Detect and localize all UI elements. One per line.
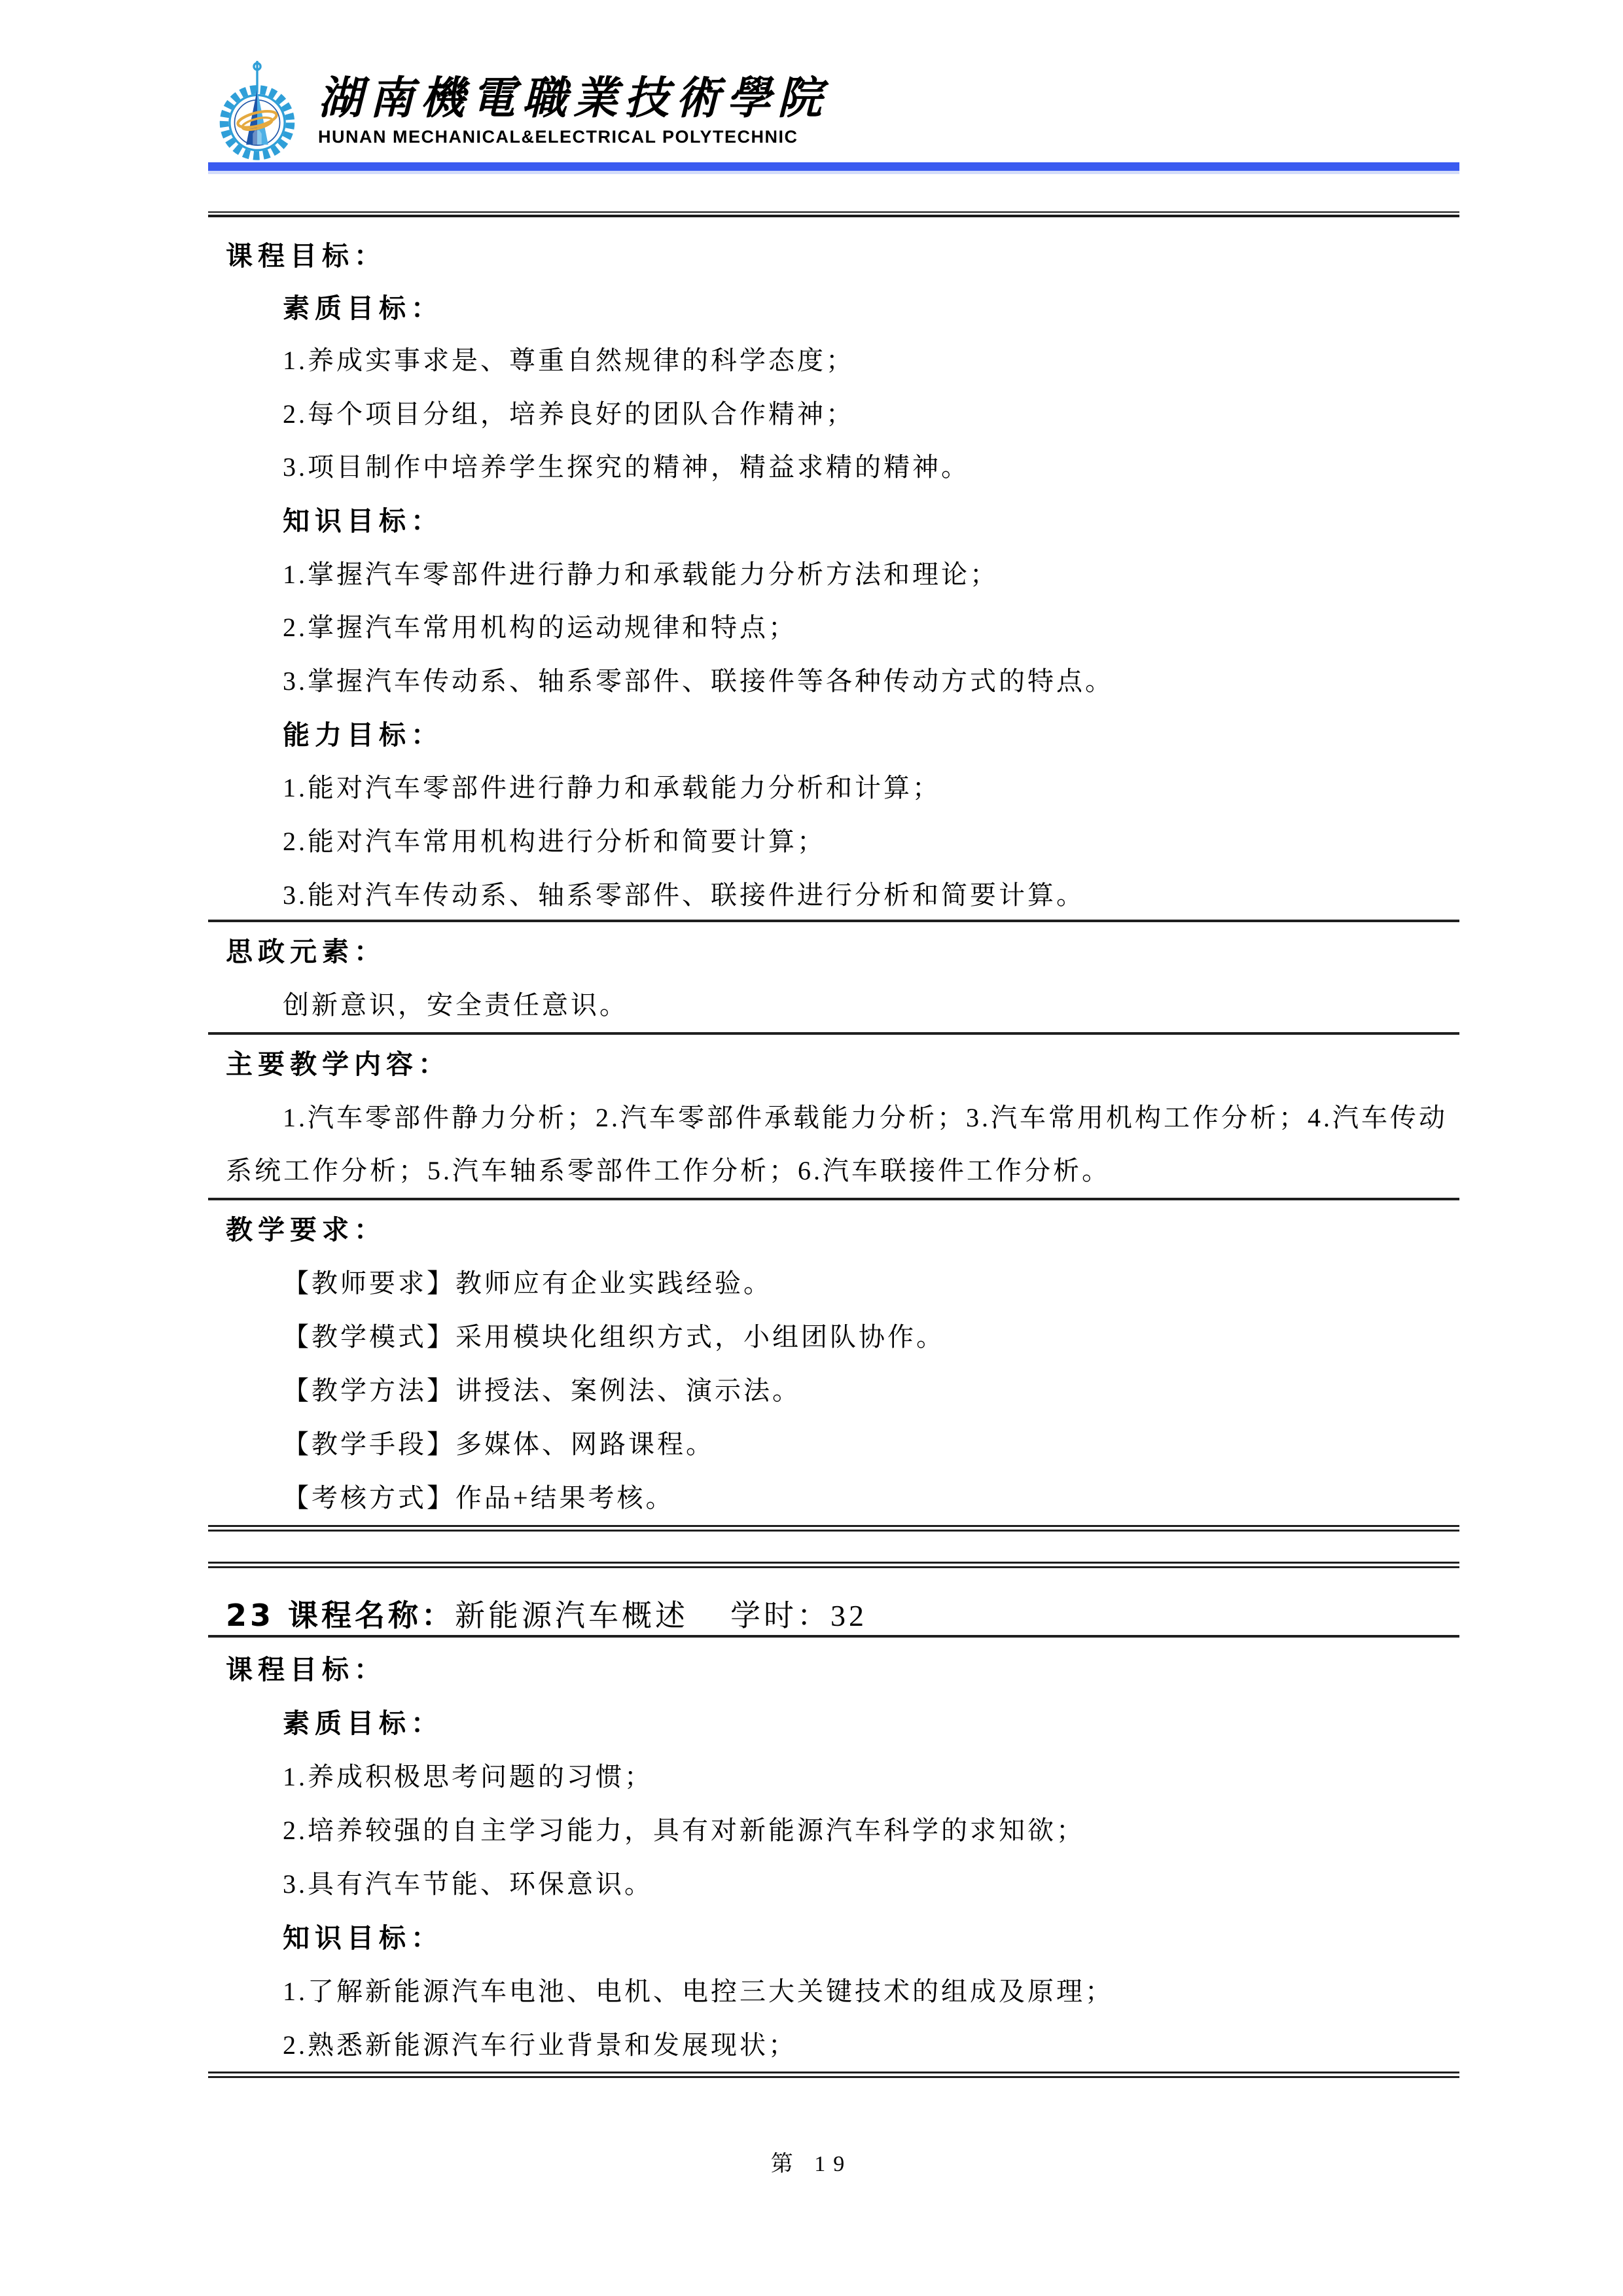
course-title-row [226, 1592, 867, 1635]
course-objectives-heading: 课程目标： [226, 1654, 386, 1685]
gear-tower-emblem-icon [208, 58, 306, 162]
ability-goals-heading: 能力目标： [283, 719, 443, 751]
title-divider-rule [208, 1635, 1459, 1638]
quality-goals-heading: 素质目标： [283, 293, 443, 324]
quality-goals-heading: 素质目标： [283, 1708, 443, 1739]
header-divider-rule [208, 211, 1459, 217]
knowledge-goals-heading: 知识目标： [283, 505, 443, 537]
school-name-english: HUNAN MECHANICAL&ELECTRICAL POLYTECHNIC [318, 127, 798, 147]
course-number-label: 23 课程名称： [226, 1598, 455, 1633]
quality-goal-item: 2.培养较强的自主学习能力，具有对新能源汽车科学的求知欲； [283, 1816, 1085, 1845]
quality-goal-item: 3.项目制作中培养学生探究的精神，精益求精的精神。 [283, 452, 970, 482]
teaching-content-line: 1.汽车零部件静力分析；2.汽车零部件承载能力分析；3.汽车常用机构工作分析；4.汽车传动 [283, 1103, 1448, 1132]
requirement-item-mode: 【教学模式】采用模块化组织方式，小组团队协作。 [283, 1322, 945, 1352]
quality-goal-item: 1.养成积极思考问题的习惯； [283, 1762, 653, 1791]
teaching-content-heading: 主要教学内容： [226, 1049, 450, 1080]
header-accent-bar [208, 162, 1459, 171]
section-divider-rule [208, 920, 1459, 922]
course-name: 新能源汽车概述 [455, 1599, 689, 1632]
requirement-item-teacher: 【教师要求】教师应有企业实践经验。 [283, 1268, 772, 1298]
page-number: 第 19 [770, 2152, 853, 2176]
ability-goal-item: 1.能对汽车零部件进行静力和承载能力分析和计算； [283, 773, 941, 802]
ideology-heading: 思政元素： [226, 936, 386, 967]
ideology-text: 创新意识，安全责任意识。 [283, 990, 628, 1020]
knowledge-goals-heading: 知识目标： [283, 1922, 443, 1954]
quality-goal-item: 3.具有汽车节能、环保意识。 [283, 1869, 653, 1899]
knowledge-goal-item: 1.掌握汽车零部件进行静力和承载能力分析方法和理论； [283, 560, 999, 589]
requirement-item-assessment: 【考核方式】作品+结果考核。 [283, 1483, 675, 1513]
quality-goal-item: 2.每个项目分组，培养良好的团队合作精神； [283, 399, 855, 429]
school-name-chinese: 湖南機電職業技術學院 [318, 72, 829, 124]
ability-goal-item: 2.能对汽车常用机构进行分析和简要计算； [283, 827, 826, 856]
knowledge-goal-item: 1.了解新能源汽车电池、电机、电控三大关键技术的组成及原理； [283, 1977, 1114, 2006]
course-hours: 学时：32 [730, 1599, 868, 1632]
table-divider-rule-double [208, 1525, 1459, 1532]
ability-goal-item: 3.能对汽车传动系、轴系零部件、联接件进行分析和简要计算。 [283, 880, 1085, 910]
page-bottom-rule-double [208, 2072, 1459, 2078]
header-accent-bar-shadow [208, 171, 1459, 174]
table-divider-rule-double [208, 1562, 1459, 1568]
section-divider-rule [208, 1032, 1459, 1035]
course-objectives-heading: 课程目标： [226, 240, 386, 272]
quality-goal-item: 1.养成实事求是、尊重自然规律的科学态度； [283, 346, 855, 375]
knowledge-goal-item: 2.熟悉新能源汽车行业背景和发展现状； [283, 2030, 797, 2060]
teaching-content-line: 系统工作分析；5.汽车轴系零部件工作分析；6.汽车联接件工作分析。 [226, 1156, 1111, 1185]
school-logo [208, 58, 829, 156]
requirement-item-method: 【教学方法】讲授法、案例法、演示法。 [283, 1376, 801, 1405]
knowledge-goal-item: 2.掌握汽车常用机构的运动规律和特点； [283, 613, 797, 642]
teaching-requirements-heading: 教学要求： [226, 1214, 386, 1246]
knowledge-goal-item: 3.掌握汽车传动系、轴系零部件、联接件等各种传动方式的特点。 [283, 666, 1114, 696]
section-divider-rule [208, 1198, 1459, 1200]
requirement-item-means: 【教学手段】多媒体、网路课程。 [283, 1429, 715, 1459]
